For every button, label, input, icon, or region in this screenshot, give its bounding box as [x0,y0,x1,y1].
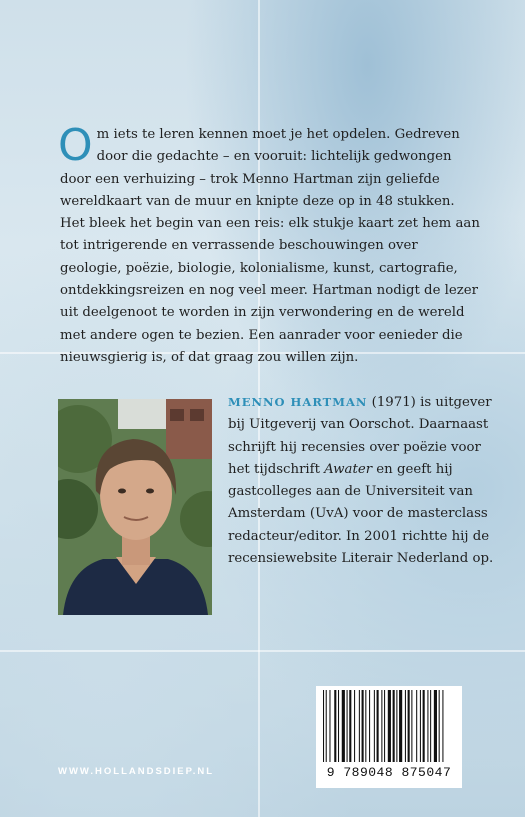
barcode-bar [365,690,366,762]
barcode-bar [347,690,348,762]
drop-cap: O [58,120,93,171]
barcode-bar [381,690,382,762]
barcode-bar [427,690,428,762]
nur-code: NUR 320 [451,732,462,781]
blurb-text: m iets te leren kennen moet je het opdelen. Gedreven door die gedachte – en vooruit: lichtelijk gedwongen door een verhuizing – trok Menno Hartman zijn geliefde wereldkaart van de muur en knipte deze op in 48 stukken. Het bleek het begin van een reis: elk stukje kaart zet hem aan tot intrigerende en verrassende beschouwingen over geologie, poëzie, biologie, kolonialisme, kunst, cartografie, ontdekkingsreizen en nog veel meer. Hartman nodigt de lezer uit deelgenoot te worden in zijn verwondering en de wereld met andere ogen te bezien. Een aanrader voor eenieder die nieuwsgierig is, of dat graag zou willen zijn. [60,127,480,365]
author-portrait-image [58,399,212,615]
barcode-bar [405,690,406,762]
bio-text: (1971) is uitgever bij Uitgeverij van Oorschot. Daarnaast schrijft hij recensies over poëzie voor het tijdschrift [228,395,492,477]
magazine-title: Awater [324,461,373,477]
barcode-bar [439,690,440,762]
bio-text: en geeft hij gastcolleges aan de Universiteit van Amsterdam (UvA) voor de masterclass redacteur/editor. In 2001 richtte hij de recensiewebsite Literair Nederland op. [228,461,494,567]
publisher-website: WWW.HOLLANDSDIEP.NL [58,766,215,777]
book-blurb [58,120,480,369]
barcode-bar [396,690,397,762]
barcode-bar [338,690,339,762]
barcode-bar [411,690,412,762]
barcode-bar [349,690,351,762]
barcode-bar [323,690,324,762]
barcode-bar [408,690,410,762]
barcode-bar [354,690,355,762]
barcode-bar [342,690,345,762]
barcode-bar [388,690,391,762]
barcode-bar [423,690,425,762]
barcode-bar [442,690,443,762]
barcode-bar [416,690,417,762]
barcode-bar [329,690,330,762]
author-photo [58,399,212,615]
barcode-bar [393,690,395,762]
barcode-bar [334,690,336,762]
author-bio [228,391,498,570]
isbn-barcode [316,686,462,788]
barcode-bar [420,690,421,762]
map-fold-line [0,650,525,652]
barcode-bar [374,690,375,762]
barcode-bar [430,690,431,762]
author-name: MENNO HARTMAN [228,395,368,409]
barcode-bar [362,690,364,762]
barcode-bar [326,690,327,762]
barcode-bar [384,690,385,762]
barcode-bar [434,690,437,762]
barcode-bar [359,690,360,762]
barcode-bar [377,690,379,762]
isbn-number: 9 789048 875047 [326,765,452,780]
barcode-bars [323,690,455,762]
barcode-bar [369,690,370,762]
barcode-bar [399,690,402,762]
